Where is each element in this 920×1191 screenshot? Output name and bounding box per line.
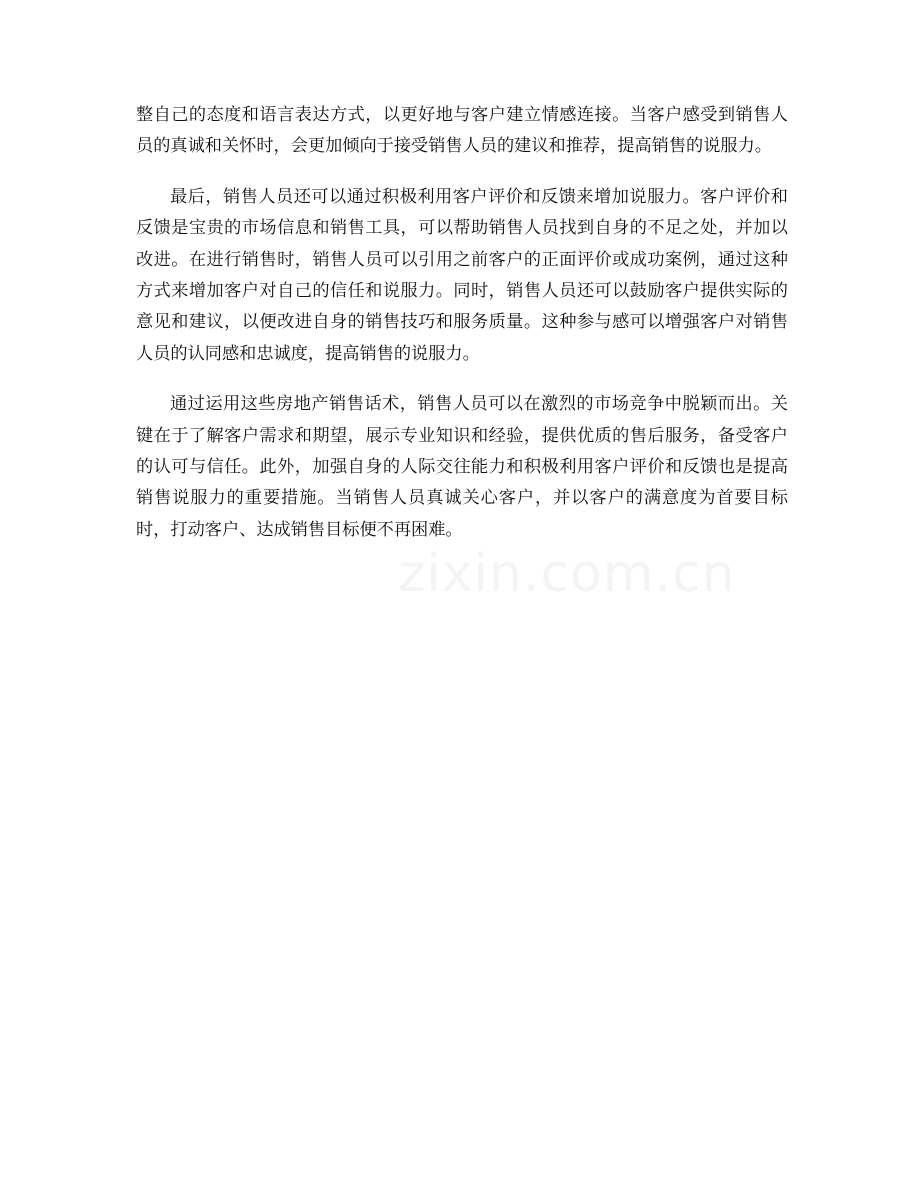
watermark: zixin.com.cn <box>398 544 736 604</box>
paragraph-3: 通过运用这些房地产销售话术，销售人员可以在激烈的市场竞争中脱颖而出。关键在于了解客户需求和期望，展示专业知识和经验，提供优质的售后服务，备受客户的认可与信任。此外，加强自身的人际交往能力和积极利用客户评价和反馈也是提高销售说服力的重要措施。当销售人员真诚关心客户，并以客户的满意度为首要目标时，打动客户、达成销售目标便不再困难。 <box>136 394 788 540</box>
document-body <box>136 100 788 565</box>
paragraph-2: 最后，销售人员还可以通过积极利用客户评价和反馈来增加说服力。客户评价和反馈是宝贵的市场信息和销售工具，可以帮助销售人员找到自身的不足之处，并加以改进。在进行销售时，销售人员可以引用之前客户的正面评价或成功案例，通过这种方式来增加客户对自己的信任和说服力。同时，销售人员还可以鼓励客户提供实际的意见和建议，以便改进自身的销售技巧和服务质量。这种参与感可以增强客户对销售人员的认同感和忠诚度，提高销售的说服力。 <box>136 186 788 364</box>
paragraph-1: 整自己的态度和语言表达方式，以更好地与客户建立情感连接。当客户感受到销售人员的真诚和关怀时，会更加倾向于接受销售人员的建议和推荐，提高销售的说服力。 <box>136 105 788 157</box>
